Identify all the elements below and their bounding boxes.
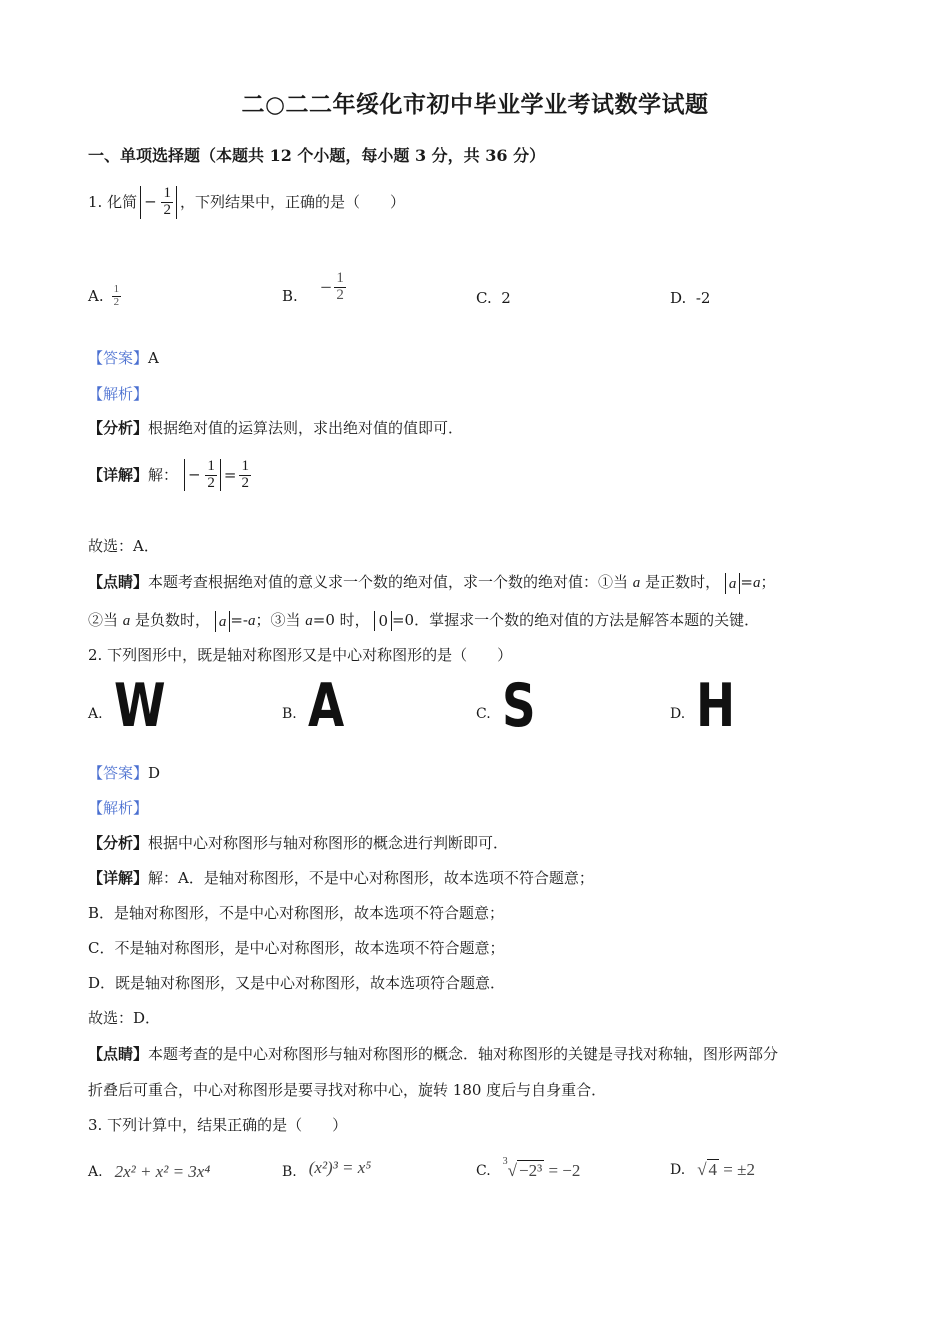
q2-option-d[interactable] <box>670 671 770 741</box>
option-label: C. <box>476 1162 491 1179</box>
question-1-stem <box>88 186 405 219</box>
fraction <box>205 459 217 492</box>
option-label: D. <box>670 289 687 307</box>
letter-a-figure: A <box>308 671 345 741</box>
denominator: 2 <box>336 286 344 303</box>
q1-dianjing-line1 <box>88 572 775 594</box>
text: =0 时， <box>312 611 370 629</box>
variable: a <box>247 613 256 629</box>
q3-option-a[interactable] <box>88 1162 210 1182</box>
option-value: 2 <box>501 289 511 307</box>
q2-xiangjie <box>88 868 594 888</box>
fenxi-tag: 【分析】 <box>88 419 149 437</box>
q2-line-c: C．不是轴对称图形，是中心对称图形，故本选项不符合题意； <box>88 939 505 957</box>
option-label: D. <box>670 706 686 722</box>
math-expression <box>502 1156 581 1181</box>
option-label: B. <box>282 1164 297 1180</box>
q2-option-b[interactable] <box>282 671 382 741</box>
answer-value: A <box>148 349 159 367</box>
page-title: 二○二二年绥化市初中毕业学业考试数学试题 <box>241 91 709 118</box>
option-label: D. <box>670 1162 686 1178</box>
option-label: A. <box>88 1164 103 1180</box>
math-expression <box>697 1160 755 1180</box>
q1-suffix: ，下列结果中，正确的是（ ） <box>179 193 405 212</box>
letter-s-figure: S <box>502 671 536 741</box>
section-heading: 一、单项选择题（本题共 12 个小题，每小题 3 分，共 36 分） <box>88 146 546 165</box>
numerator: 1 <box>207 457 215 474</box>
variable: a <box>632 575 641 591</box>
fenxi-text: 根据绝对值的运算法则，求出绝对值的值即可． <box>148 419 464 437</box>
radicand: −2³ <box>519 1161 543 1180</box>
abs-expression <box>215 611 231 632</box>
text: = <box>740 573 753 591</box>
q2-option-a[interactable] <box>88 671 188 741</box>
text: ；③当 <box>255 611 306 629</box>
text: 本题考查根据绝对值的意义求一个数的绝对值，求一个数的绝对值：①当 <box>148 573 633 591</box>
numerator: 1 <box>241 457 249 474</box>
denominator: 2 <box>207 474 215 491</box>
text: =0．掌握求一个数的绝对值的方法是解答本题的关键． <box>391 611 760 629</box>
fraction <box>112 284 122 308</box>
xiangjie-tag: 【详解】 <box>88 869 149 887</box>
text: ； <box>760 573 776 591</box>
variable: a <box>752 575 761 591</box>
result: = ±2 <box>723 1160 755 1179</box>
minus-sign: − <box>319 278 333 296</box>
radical-sign: √ <box>507 1161 518 1180</box>
math-expression: 2x² + x² = 3x⁴ <box>114 1162 211 1181</box>
xiangjie-text: 解：A．是轴对称图形，不是中心对称图形，故本选项不符合题意； <box>148 869 594 887</box>
option-label: A. <box>88 287 104 306</box>
text: =- <box>230 611 248 629</box>
abs-expression <box>374 611 392 631</box>
q2-option-c[interactable] <box>476 671 576 741</box>
xiangjie-tag: 【详解】 <box>88 466 149 484</box>
q1-option-a[interactable] <box>88 284 121 308</box>
xiangjie-text: 解： <box>148 466 179 484</box>
q1-guxuan: 故选：A． <box>88 537 159 555</box>
q2-line-d: D．既是轴对称图形，又是中心对称图形，故本选项符合题意． <box>88 974 506 992</box>
option-value: -2 <box>695 289 711 307</box>
q2-guxuan: 故选：D． <box>88 1009 161 1027</box>
zero: 0 <box>378 612 388 630</box>
q2-fenxi <box>88 833 508 853</box>
q2-dianjing-line1 <box>88 1044 778 1064</box>
root-index: 3 <box>502 1156 508 1167</box>
q1-xiangjie <box>88 452 251 498</box>
text: 本题考查的是中心对称图形与轴对称图形的概念．轴对称图形的关键是寻找对称轴，图形两部分 <box>148 1045 779 1063</box>
minus-sign: − <box>188 465 201 483</box>
text: 是负数时， <box>130 611 211 629</box>
q1-prefix: 1. 化简 <box>88 193 138 212</box>
q3-option-d[interactable] <box>670 1160 755 1180</box>
abs-expression <box>184 459 221 492</box>
q3-option-b[interactable] <box>282 1156 371 1180</box>
fraction <box>239 459 251 492</box>
q2-analysis-tag: 【解析】 <box>88 799 149 817</box>
denominator: 2 <box>241 474 249 491</box>
radical-sign: √ <box>697 1160 707 1179</box>
option-label: A. <box>88 706 103 722</box>
q1-fenxi <box>88 418 463 438</box>
answer-value: D <box>148 764 161 782</box>
equals-sign: = <box>223 466 237 484</box>
minus-sign: − <box>144 192 157 211</box>
radicand: 4 <box>708 1160 718 1179</box>
option-label: C. <box>476 289 492 307</box>
letter-w-figure: W <box>114 671 166 741</box>
dianjing-tag: 【点睛】 <box>88 1045 149 1063</box>
q1-option-c[interactable] <box>476 288 511 308</box>
q1-answer <box>88 348 159 368</box>
q1-dianjing-line2 <box>88 610 759 632</box>
numerator: 1 <box>113 283 120 295</box>
result: = −2 <box>548 1161 581 1180</box>
q1-option-d[interactable] <box>670 288 710 308</box>
fraction <box>161 186 173 219</box>
letter-h-figure: H <box>696 671 736 741</box>
q1-analysis-tag: 【解析】 <box>88 385 149 403</box>
question-3-stem: 3. 下列计算中，结果正确的是（ ） <box>88 1116 348 1134</box>
answer-tag: 【答案】 <box>88 349 149 367</box>
q2-line-b: B．是轴对称图形，不是中心对称图形，故本选项不符合题意； <box>88 904 505 922</box>
q2-dianjing-line2: 折叠后可重合，中心对称图形是要寻找对称中心，旋转 180 度后与自身重合． <box>88 1081 607 1099</box>
q3-option-c[interactable] <box>476 1156 581 1181</box>
variable: a <box>218 613 227 630</box>
answer-tag: 【答案】 <box>88 764 149 782</box>
dianjing-tag: 【点睛】 <box>88 573 149 591</box>
numerator: 1 <box>336 269 344 286</box>
variable: a <box>305 613 313 629</box>
option-label: C. <box>476 706 491 722</box>
math-expression: (x²)³ = x⁵ <box>308 1158 372 1177</box>
variable: a <box>122 613 131 629</box>
question-2-stem: 2. 下列图形中，既是轴对称图形又是中心对称图形的是（ ） <box>88 646 513 664</box>
numerator: 1 <box>163 185 171 201</box>
fraction <box>334 271 346 304</box>
fenxi-tag: 【分析】 <box>88 834 149 852</box>
q2-answer <box>88 763 160 783</box>
text: 是正数时， <box>640 573 721 591</box>
q1-option-b[interactable] <box>282 268 346 306</box>
denominator: 2 <box>163 201 171 218</box>
text: ②当 <box>88 611 123 629</box>
option-label: B. <box>282 706 297 722</box>
option-label: B. <box>282 287 298 305</box>
fenxi-text: 根据中心对称图形与轴对称图形的概念进行判断即可． <box>148 834 509 852</box>
variable: a <box>728 575 737 592</box>
abs-expression <box>725 573 741 594</box>
denominator: 2 <box>113 295 120 308</box>
q1-abs-expression <box>140 186 177 219</box>
